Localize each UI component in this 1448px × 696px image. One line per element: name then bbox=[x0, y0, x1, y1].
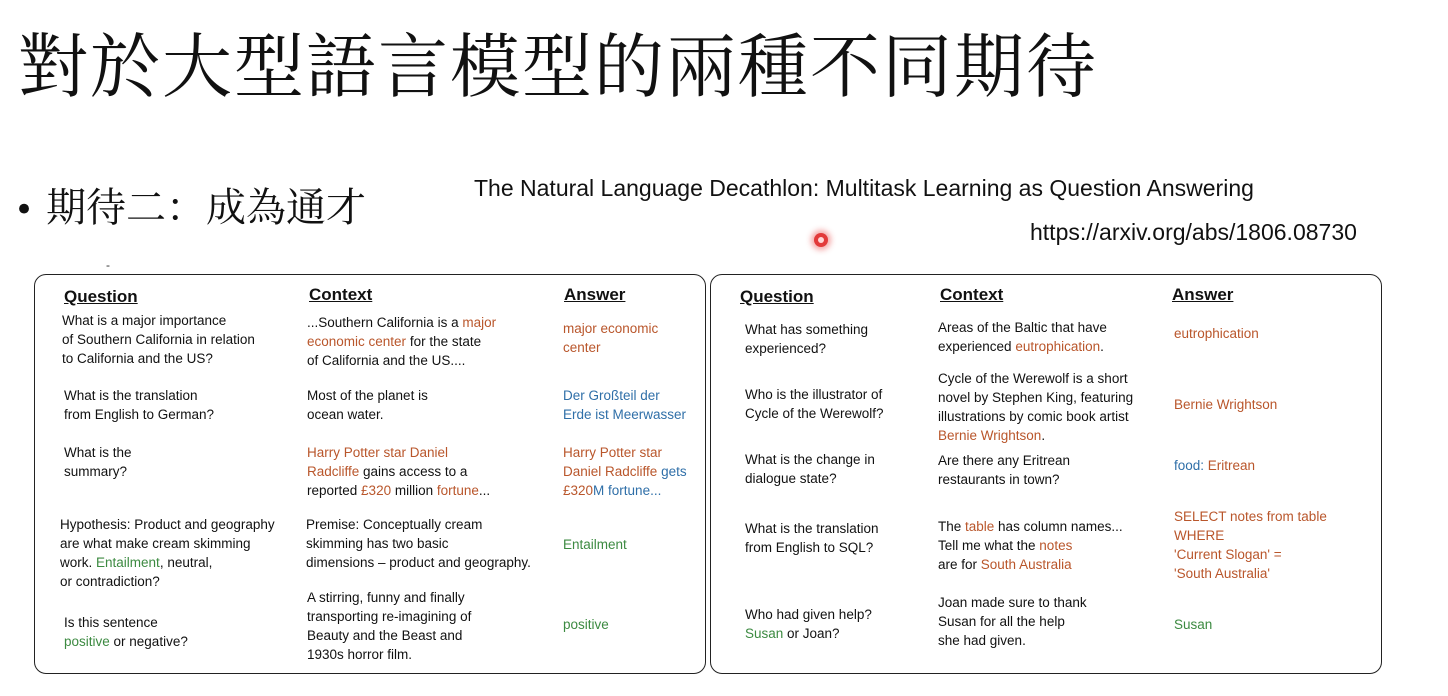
question-cell: What is the change in dialogue state? bbox=[745, 452, 875, 486]
question-cell: Is this sentence positive or negative? bbox=[64, 615, 188, 649]
answer-cell: Bernie Wrightson bbox=[1174, 397, 1278, 412]
question-cell: What is the translation from English to SQL? bbox=[745, 521, 879, 555]
header-context: Context bbox=[940, 285, 1004, 304]
bullet-text: 期待二：成為通才 bbox=[46, 185, 367, 231]
answer-cell: major economic center bbox=[563, 321, 659, 355]
question-cell: Who is the illustrator of Cycle of the Werewolf? bbox=[745, 387, 884, 421]
stray-mark: - bbox=[106, 258, 110, 272]
examples-panel-left bbox=[34, 274, 706, 674]
context-cell: Premise: Conceptually cream skimming has two basic dimensions – product and geography. bbox=[306, 517, 531, 570]
question-cell: Who had given help? Susan or Joan? bbox=[745, 607, 872, 641]
context-cell: Most of the planet is ocean water. bbox=[307, 388, 428, 422]
question-cell: What has something experienced? bbox=[745, 322, 869, 356]
context-cell: Are there any Eritrean restaurants in town? bbox=[938, 453, 1071, 487]
answer-cell: positive bbox=[563, 617, 609, 632]
examples-panel-right bbox=[710, 274, 1382, 674]
answer-cell: eutrophication bbox=[1174, 326, 1259, 341]
bullet-point bbox=[14, 180, 366, 238]
context-cell: Areas of the Baltic that have experienced eutrophication. bbox=[938, 320, 1107, 354]
question-cell: What is a major importance of Southern California in relation to California and the US? bbox=[62, 313, 255, 366]
context-cell: Joan made sure to thank Susan for all the help she had given. bbox=[938, 595, 1087, 648]
question-cell: What is the translation from English to German? bbox=[64, 388, 215, 422]
context-cell: Harry Potter star Daniel Radcliffe gains access to a reported £320 million fortune... bbox=[307, 445, 491, 498]
bullet-dot-icon: • bbox=[14, 190, 35, 230]
question-cell: What is the summary? bbox=[64, 445, 132, 479]
paper-url-link[interactable]: https://arxiv.org/abs/1806.08730 bbox=[1030, 219, 1357, 245]
answer-cell: food: Eritrean bbox=[1174, 458, 1256, 473]
header-question: Question bbox=[64, 287, 138, 306]
context-cell: ...Southern California is a major economic center for the state of California and the US.... bbox=[307, 315, 497, 368]
context-cell: The table has column names... Tell me what the notes are for South Australia bbox=[938, 519, 1123, 572]
paper-title: The Natural Language Decathlon: Multitask Learning as Question Answering bbox=[474, 175, 1254, 201]
answer-cell: Harry Potter star Daniel Radcliffe gets £320M fortune... bbox=[563, 445, 687, 498]
answer-cell: Susan bbox=[1174, 617, 1213, 632]
header-answer: Answer bbox=[564, 285, 626, 304]
slide-title: 對於大型語言模型的兩種不同期待 bbox=[18, 26, 1098, 108]
header-context: Context bbox=[309, 285, 373, 304]
context-cell: Cycle of the Werewolf is a short novel by Stephen King, featuring illustrations by comic book artist Bernie Wrightson. bbox=[938, 371, 1134, 443]
answer-cell: Der Großteil der Erde ist Meerwasser bbox=[563, 388, 687, 422]
answer-cell: SELECT notes from table WHERE 'Current Slogan' = 'South Australia' bbox=[1174, 509, 1327, 581]
laser-pointer-icon bbox=[814, 233, 828, 247]
context-cell: A stirring, funny and finally transporting re-imagining of Beauty and the Beast and 1930s horror film. bbox=[307, 590, 472, 662]
question-cell: Hypothesis: Product and geography are what make cream skimming work. Entailment, neutral, or contradiction? bbox=[60, 517, 275, 589]
header-answer: Answer bbox=[1172, 285, 1234, 304]
header-question: Question bbox=[740, 287, 814, 306]
answer-cell: Entailment bbox=[563, 537, 627, 552]
